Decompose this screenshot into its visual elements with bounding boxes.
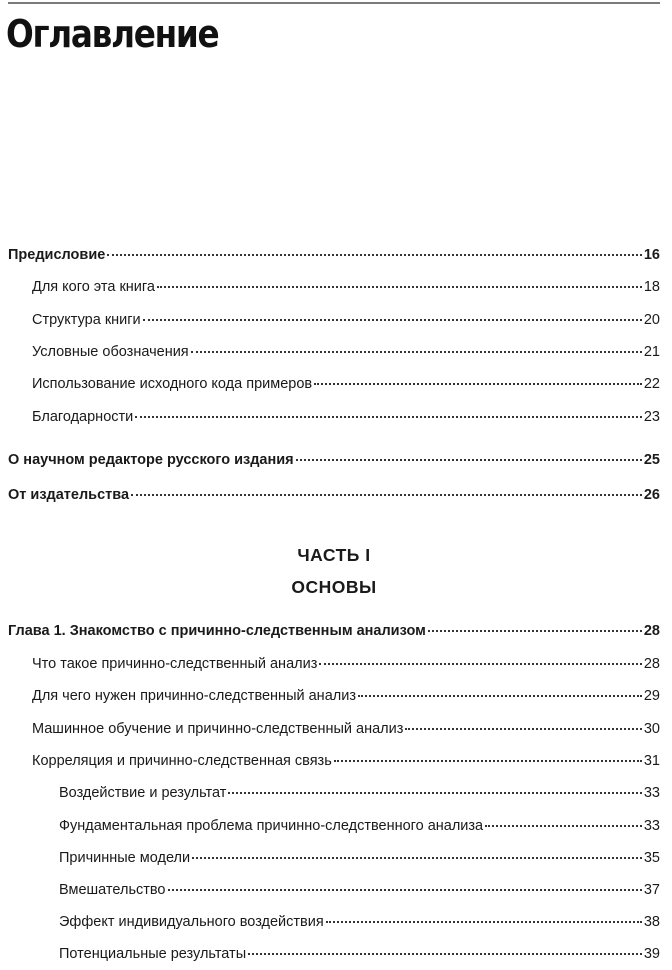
toc-entry-preface[interactable]	[8, 243, 660, 267]
dot-leader	[107, 254, 642, 256]
toc-entry-ml-causal[interactable]	[8, 717, 660, 741]
toc-entry-label: Эффект индивидуального воздействия	[59, 914, 324, 930]
toc-entry-label: Машинное обучение и причинно-следственный анализ	[32, 721, 404, 737]
dot-leader	[248, 953, 642, 955]
toc-page-number: 39	[643, 946, 660, 962]
toc-page-number: 35	[643, 850, 660, 866]
toc-page-number: 21	[643, 344, 660, 360]
dot-leader	[228, 792, 641, 794]
dot-leader	[168, 889, 642, 891]
toc-entry-label: Потенциальные результаты	[59, 946, 247, 962]
toc-entry-label: От издательства	[8, 487, 130, 503]
toc-entry-fundamental-problem[interactable]	[8, 814, 660, 838]
toc-page-number: 29	[643, 688, 660, 704]
toc-entry-label: Фундаментальная проблема причинно-следственного анализа	[59, 818, 484, 834]
toc-entry-publisher[interactable]	[8, 483, 660, 507]
toc-entry-intervention[interactable]	[8, 878, 660, 902]
toc-page-number: 22	[643, 376, 660, 392]
dot-leader	[157, 286, 642, 288]
dot-leader	[191, 351, 642, 353]
toc-page-number: 33	[643, 818, 660, 834]
toc-entry-audience[interactable]	[8, 275, 660, 299]
toc-page-number: 38	[643, 914, 660, 930]
toc-entry-label: Благодарности	[32, 409, 134, 425]
toc-entry-conventions[interactable]	[8, 340, 660, 364]
toc-entry-label: Использование исходного кода примеров	[32, 376, 313, 392]
toc-entry-label: О научном редакторе русского издания	[8, 452, 294, 468]
part-number: ЧАСТЬ I	[297, 545, 371, 565]
dot-leader	[428, 630, 642, 632]
toc-entry-label: Причинные модели	[59, 850, 191, 866]
toc-entry-label: Вмешательство	[59, 882, 166, 898]
dot-leader	[135, 416, 642, 418]
toc-page-number: 28	[643, 656, 660, 672]
dot-leader	[334, 760, 642, 762]
dot-leader	[143, 319, 642, 321]
toc-entry-label: Предисловие	[8, 247, 106, 263]
toc-entry-label: Корреляция и причинно-следственная связь	[32, 753, 332, 769]
toc-page-number: 31	[643, 753, 660, 769]
toc-entry-label: Воздействие и результат	[59, 785, 227, 801]
toc-entry-causal-models[interactable]	[8, 846, 660, 870]
toc-entry-label: Для кого эта книга	[32, 279, 155, 295]
dot-leader	[296, 459, 642, 461]
toc-page-number: 25	[643, 452, 660, 468]
toc-page-number: 26	[643, 487, 660, 503]
dot-leader	[192, 857, 642, 859]
toc-entry-individual-effect[interactable]	[8, 910, 660, 934]
toc-page-number: 28	[643, 623, 660, 639]
toc-entry-treatment-outcome[interactable]	[8, 781, 660, 805]
toc-page-number: 18	[643, 279, 660, 295]
toc-entry-label: Структура книги	[32, 312, 141, 328]
toc-entry-chapter-1[interactable]	[8, 619, 660, 643]
toc-entry-source-code[interactable]	[8, 372, 660, 396]
toc-page-number: 37	[643, 882, 660, 898]
toc-entry-acknowledgements[interactable]	[8, 405, 660, 429]
toc-entry-scientific-editor[interactable]	[8, 448, 660, 472]
dot-leader	[314, 383, 642, 385]
toc-entry-what-is-causal[interactable]	[8, 652, 660, 676]
toc-entry-why-causal[interactable]	[8, 684, 660, 708]
toc-page-number: 33	[643, 785, 660, 801]
toc-entry-label: Что такое причинно-следственный анализ	[32, 656, 318, 672]
toc-entry-potential-outcomes[interactable]	[8, 942, 660, 966]
toc-entry-label: Условные обозначения	[32, 344, 189, 360]
toc-entry-structure[interactable]	[8, 308, 660, 332]
top-rule	[8, 2, 660, 4]
toc-page-number: 23	[643, 409, 660, 425]
toc-page-number: 16	[643, 247, 660, 263]
dot-leader	[131, 494, 642, 496]
dot-leader	[405, 728, 642, 730]
toc-page-number: 30	[643, 721, 660, 737]
toc-page-number: 20	[643, 312, 660, 328]
dot-leader	[358, 695, 642, 697]
dot-leader	[319, 663, 642, 665]
toc-entry-correlation[interactable]	[8, 749, 660, 773]
toc-entry-label: Для чего нужен причинно-следственный анализ	[32, 688, 356, 704]
toc-entry-label: Глава 1. Знакомство с причинно-следственным анализом	[8, 623, 426, 639]
dot-leader	[326, 921, 642, 923]
part-name: ОСНОВЫ	[291, 577, 377, 597]
dot-leader	[485, 825, 642, 827]
page-title: Оглавление	[6, 12, 219, 56]
